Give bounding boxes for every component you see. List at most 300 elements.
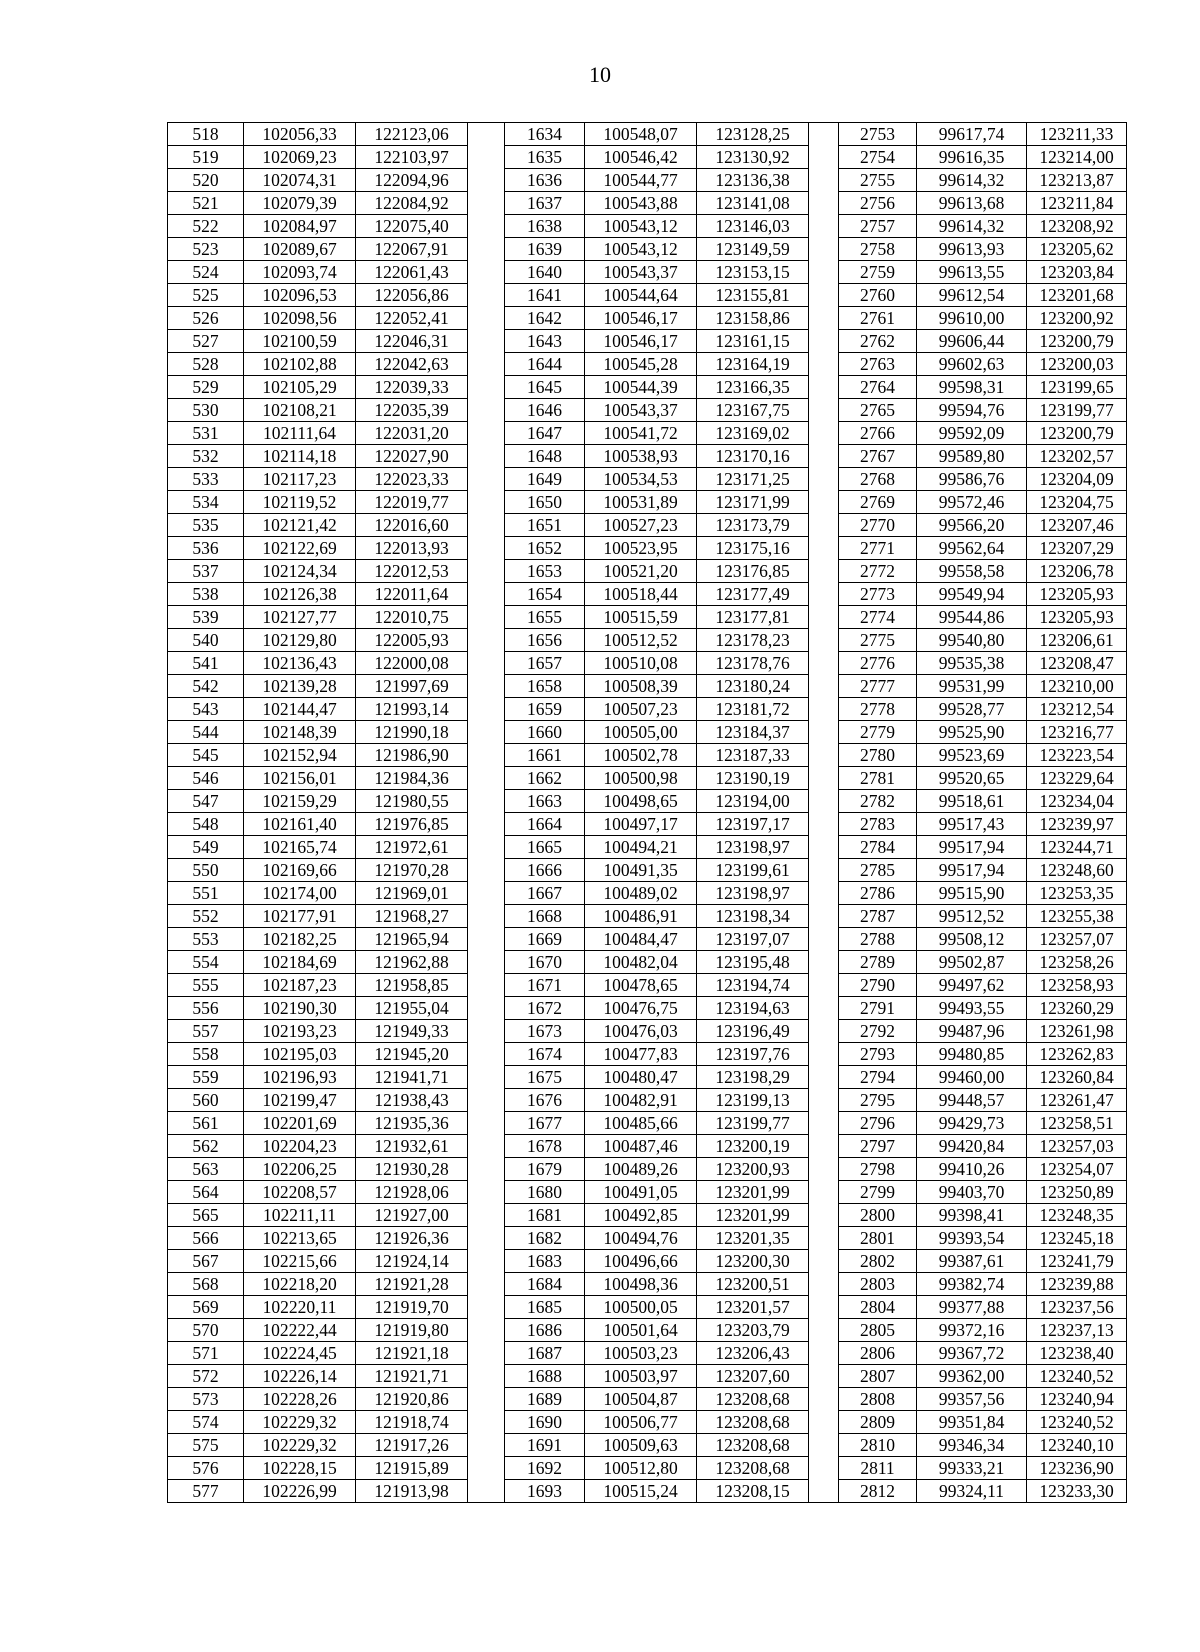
column-group-separator	[809, 1342, 839, 1365]
column-group-separator	[809, 1135, 839, 1158]
cell-point-number: 566	[168, 1227, 244, 1250]
cell-x-coordinate: 102074,31	[244, 169, 356, 192]
column-group-separator	[809, 1250, 839, 1273]
cell-point-number: 552	[168, 905, 244, 928]
cell-y-coordinate: 123258,51	[1027, 1112, 1127, 1135]
cell-x-coordinate: 100476,03	[585, 1020, 697, 1043]
cell-y-coordinate: 123201,99	[697, 1181, 809, 1204]
cell-y-coordinate: 123240,10	[1027, 1434, 1127, 1457]
column-group-separator	[809, 629, 839, 652]
cell-point-number: 577	[168, 1480, 244, 1503]
table-row	[168, 1273, 1127, 1296]
table-row	[168, 790, 1127, 813]
cell-y-coordinate: 123195,48	[697, 951, 809, 974]
table-row	[168, 1296, 1127, 1319]
cell-x-coordinate: 100494,21	[585, 836, 697, 859]
cell-y-coordinate: 123175,16	[697, 537, 809, 560]
table-row	[168, 744, 1127, 767]
cell-y-coordinate: 123200,19	[697, 1135, 809, 1158]
cell-point-number: 572	[168, 1365, 244, 1388]
cell-y-coordinate: 123194,63	[697, 997, 809, 1020]
column-group-separator	[809, 192, 839, 215]
cell-point-number: 2773	[839, 583, 917, 606]
cell-x-coordinate: 100546,17	[585, 330, 697, 353]
cell-y-coordinate: 122056,86	[356, 284, 468, 307]
cell-x-coordinate: 100512,80	[585, 1457, 697, 1480]
cell-y-coordinate: 123167,75	[697, 399, 809, 422]
cell-x-coordinate: 99377,88	[917, 1296, 1027, 1319]
cell-point-number: 2759	[839, 261, 917, 284]
cell-point-number: 1636	[505, 169, 585, 192]
cell-point-number: 1684	[505, 1273, 585, 1296]
column-group-separator	[809, 422, 839, 445]
page-number: 10	[589, 62, 611, 87]
cell-point-number: 1670	[505, 951, 585, 974]
column-group-separator	[809, 468, 839, 491]
cell-y-coordinate: 122013,93	[356, 537, 468, 560]
column-group-separator	[809, 238, 839, 261]
cell-y-coordinate: 123200,30	[697, 1250, 809, 1273]
cell-point-number: 2775	[839, 629, 917, 652]
cell-y-coordinate: 121990,18	[356, 721, 468, 744]
cell-point-number: 2810	[839, 1434, 917, 1457]
cell-x-coordinate: 99558,58	[917, 560, 1027, 583]
cell-point-number: 1665	[505, 836, 585, 859]
cell-x-coordinate: 100491,05	[585, 1181, 697, 1204]
cell-x-coordinate: 100544,64	[585, 284, 697, 307]
cell-y-coordinate: 123258,93	[1027, 974, 1127, 997]
cell-x-coordinate: 99448,57	[917, 1089, 1027, 1112]
column-group-separator	[809, 146, 839, 169]
table-row	[168, 1457, 1127, 1480]
cell-point-number: 564	[168, 1181, 244, 1204]
cell-y-coordinate: 123200,92	[1027, 307, 1127, 330]
cell-point-number: 548	[168, 813, 244, 836]
cell-point-number: 2789	[839, 951, 917, 974]
cell-point-number: 1647	[505, 422, 585, 445]
cell-y-coordinate: 121965,94	[356, 928, 468, 951]
cell-point-number: 1680	[505, 1181, 585, 1204]
cell-y-coordinate: 123223,54	[1027, 744, 1127, 767]
cell-x-coordinate: 100496,66	[585, 1250, 697, 1273]
cell-point-number: 2757	[839, 215, 917, 238]
cell-x-coordinate: 99429,73	[917, 1112, 1027, 1135]
cell-point-number: 546	[168, 767, 244, 790]
column-group-separator	[809, 698, 839, 721]
column-group-separator	[468, 169, 505, 192]
cell-x-coordinate: 102136,43	[244, 652, 356, 675]
cell-y-coordinate: 121993,14	[356, 698, 468, 721]
cell-x-coordinate: 99502,87	[917, 951, 1027, 974]
column-group-separator	[468, 790, 505, 813]
cell-y-coordinate: 123241,79	[1027, 1250, 1127, 1273]
column-group-separator	[809, 1480, 839, 1503]
cell-point-number: 1651	[505, 514, 585, 537]
cell-point-number: 1676	[505, 1089, 585, 1112]
cell-x-coordinate: 102204,23	[244, 1135, 356, 1158]
cell-point-number: 2766	[839, 422, 917, 445]
cell-point-number: 1671	[505, 974, 585, 997]
cell-x-coordinate: 99572,46	[917, 491, 1027, 514]
cell-point-number: 1691	[505, 1434, 585, 1457]
cell-x-coordinate: 100497,17	[585, 813, 697, 836]
cell-y-coordinate: 122123,06	[356, 123, 468, 146]
cell-point-number: 1674	[505, 1043, 585, 1066]
cell-y-coordinate: 123211,33	[1027, 123, 1127, 146]
table-row	[168, 882, 1127, 905]
cell-x-coordinate: 100543,88	[585, 192, 697, 215]
cell-point-number: 573	[168, 1388, 244, 1411]
cell-y-coordinate: 122061,43	[356, 261, 468, 284]
column-group-separator	[468, 1043, 505, 1066]
cell-x-coordinate: 100494,76	[585, 1227, 697, 1250]
cell-point-number: 539	[168, 606, 244, 629]
column-group-separator	[809, 445, 839, 468]
cell-point-number: 2799	[839, 1181, 917, 1204]
cell-point-number: 570	[168, 1319, 244, 1342]
column-group-separator	[809, 261, 839, 284]
cell-x-coordinate: 99544,86	[917, 606, 1027, 629]
cell-x-coordinate: 102102,88	[244, 353, 356, 376]
cell-y-coordinate: 123236,90	[1027, 1457, 1127, 1480]
cell-x-coordinate: 100500,05	[585, 1296, 697, 1319]
cell-x-coordinate: 100491,35	[585, 859, 697, 882]
cell-y-coordinate: 123237,56	[1027, 1296, 1127, 1319]
cell-point-number: 558	[168, 1043, 244, 1066]
cell-point-number: 1655	[505, 606, 585, 629]
cell-x-coordinate: 100538,93	[585, 445, 697, 468]
cell-point-number: 2792	[839, 1020, 917, 1043]
cell-y-coordinate: 123177,81	[697, 606, 809, 629]
column-group-separator	[468, 1342, 505, 1365]
column-group-separator	[468, 629, 505, 652]
cell-y-coordinate: 123240,52	[1027, 1365, 1127, 1388]
cell-point-number: 557	[168, 1020, 244, 1043]
cell-x-coordinate: 99362,00	[917, 1365, 1027, 1388]
cell-point-number: 2772	[839, 560, 917, 583]
cell-x-coordinate: 100545,28	[585, 353, 697, 376]
cell-point-number: 567	[168, 1250, 244, 1273]
column-group-separator	[809, 123, 839, 146]
cell-x-coordinate: 102100,59	[244, 330, 356, 353]
cell-y-coordinate: 123200,79	[1027, 422, 1127, 445]
cell-x-coordinate: 102199,47	[244, 1089, 356, 1112]
table-row	[168, 951, 1127, 974]
column-group-separator	[809, 1204, 839, 1227]
cell-x-coordinate: 100546,17	[585, 307, 697, 330]
column-group-separator	[468, 123, 505, 146]
cell-point-number: 571	[168, 1342, 244, 1365]
cell-point-number: 2760	[839, 284, 917, 307]
cell-x-coordinate: 100543,37	[585, 261, 697, 284]
cell-x-coordinate: 99367,72	[917, 1342, 1027, 1365]
cell-point-number: 2796	[839, 1112, 917, 1135]
cell-y-coordinate: 121958,85	[356, 974, 468, 997]
table-row	[168, 445, 1127, 468]
cell-x-coordinate: 102224,45	[244, 1342, 356, 1365]
cell-y-coordinate: 123254,07	[1027, 1158, 1127, 1181]
cell-x-coordinate: 100546,42	[585, 146, 697, 169]
cell-point-number: 1693	[505, 1480, 585, 1503]
column-group-separator	[809, 836, 839, 859]
cell-point-number: 524	[168, 261, 244, 284]
column-group-separator	[809, 399, 839, 422]
column-group-separator	[809, 330, 839, 353]
cell-y-coordinate: 123206,78	[1027, 560, 1127, 583]
cell-point-number: 1660	[505, 721, 585, 744]
cell-y-coordinate: 123200,79	[1027, 330, 1127, 353]
cell-y-coordinate: 123169,02	[697, 422, 809, 445]
column-group-separator	[468, 1457, 505, 1480]
cell-x-coordinate: 100501,64	[585, 1319, 697, 1342]
cell-point-number: 1679	[505, 1158, 585, 1181]
cell-x-coordinate: 100502,78	[585, 744, 697, 767]
column-group-separator	[468, 1273, 505, 1296]
cell-point-number: 523	[168, 238, 244, 261]
cell-y-coordinate: 122035,39	[356, 399, 468, 422]
cell-point-number: 1672	[505, 997, 585, 1020]
table-row	[168, 560, 1127, 583]
cell-y-coordinate: 121976,85	[356, 813, 468, 836]
cell-point-number: 2791	[839, 997, 917, 1020]
cell-point-number: 2781	[839, 767, 917, 790]
cell-y-coordinate: 123199,61	[697, 859, 809, 882]
cell-x-coordinate: 102119,52	[244, 491, 356, 514]
table-row	[168, 330, 1127, 353]
cell-point-number: 2803	[839, 1273, 917, 1296]
table-row	[168, 905, 1127, 928]
cell-point-number: 555	[168, 974, 244, 997]
cell-point-number: 529	[168, 376, 244, 399]
cell-x-coordinate: 100543,37	[585, 399, 697, 422]
cell-point-number: 1669	[505, 928, 585, 951]
table-row	[168, 491, 1127, 514]
cell-x-coordinate: 102220,11	[244, 1296, 356, 1319]
cell-x-coordinate: 100512,52	[585, 629, 697, 652]
column-group-separator	[468, 1089, 505, 1112]
cell-x-coordinate: 100505,00	[585, 721, 697, 744]
cell-point-number: 2802	[839, 1250, 917, 1273]
cell-y-coordinate: 121962,88	[356, 951, 468, 974]
column-group-separator	[468, 376, 505, 399]
cell-y-coordinate: 122042,63	[356, 353, 468, 376]
cell-x-coordinate: 102165,74	[244, 836, 356, 859]
cell-point-number: 562	[168, 1135, 244, 1158]
cell-y-coordinate: 121972,61	[356, 836, 468, 859]
cell-point-number: 545	[168, 744, 244, 767]
cell-x-coordinate: 99460,00	[917, 1066, 1027, 1089]
cell-y-coordinate: 123198,29	[697, 1066, 809, 1089]
cell-point-number: 1685	[505, 1296, 585, 1319]
cell-x-coordinate: 102156,01	[244, 767, 356, 790]
column-group-separator	[468, 675, 505, 698]
table-row	[168, 997, 1127, 1020]
cell-x-coordinate: 100482,04	[585, 951, 697, 974]
cell-x-coordinate: 99586,76	[917, 468, 1027, 491]
column-group-separator	[809, 882, 839, 905]
cell-point-number: 533	[168, 468, 244, 491]
cell-x-coordinate: 100477,83	[585, 1043, 697, 1066]
column-group-separator	[468, 261, 505, 284]
cell-point-number: 560	[168, 1089, 244, 1112]
cell-point-number: 1692	[505, 1457, 585, 1480]
table-row	[168, 721, 1127, 744]
cell-point-number: 1686	[505, 1319, 585, 1342]
cell-point-number: 2793	[839, 1043, 917, 1066]
table-row	[168, 1227, 1127, 1250]
column-group-separator	[468, 1112, 505, 1135]
cell-y-coordinate: 123201,57	[697, 1296, 809, 1319]
cell-x-coordinate: 102218,20	[244, 1273, 356, 1296]
cell-point-number: 519	[168, 146, 244, 169]
cell-point-number: 1644	[505, 353, 585, 376]
cell-y-coordinate: 123194,74	[697, 974, 809, 997]
cell-x-coordinate: 102114,18	[244, 445, 356, 468]
cell-y-coordinate: 123207,29	[1027, 537, 1127, 560]
column-group-separator	[468, 836, 505, 859]
cell-y-coordinate: 123212,54	[1027, 698, 1127, 721]
cell-y-coordinate: 123204,75	[1027, 491, 1127, 514]
cell-y-coordinate: 123198,34	[697, 905, 809, 928]
cell-point-number: 1637	[505, 192, 585, 215]
column-group-separator	[809, 1457, 839, 1480]
cell-x-coordinate: 102129,80	[244, 629, 356, 652]
cell-x-coordinate: 99508,12	[917, 928, 1027, 951]
cell-point-number: 535	[168, 514, 244, 537]
cell-x-coordinate: 99549,94	[917, 583, 1027, 606]
cell-y-coordinate: 123237,13	[1027, 1319, 1127, 1342]
cell-y-coordinate: 122039,33	[356, 376, 468, 399]
cell-y-coordinate: 123197,17	[697, 813, 809, 836]
table-row	[168, 1319, 1127, 1342]
cell-x-coordinate: 102159,29	[244, 790, 356, 813]
cell-point-number: 2768	[839, 468, 917, 491]
column-group-separator	[809, 514, 839, 537]
cell-y-coordinate: 123213,87	[1027, 169, 1127, 192]
cell-point-number: 2794	[839, 1066, 917, 1089]
cell-y-coordinate: 123203,84	[1027, 261, 1127, 284]
table-row	[168, 698, 1127, 721]
cell-x-coordinate: 99515,90	[917, 882, 1027, 905]
table-row	[168, 1434, 1127, 1457]
cell-y-coordinate: 123199,65	[1027, 376, 1127, 399]
column-group-separator	[809, 813, 839, 836]
column-group-separator	[468, 721, 505, 744]
table-row	[168, 1158, 1127, 1181]
cell-point-number: 521	[168, 192, 244, 215]
cell-point-number: 527	[168, 330, 244, 353]
cell-x-coordinate: 102201,69	[244, 1112, 356, 1135]
cell-point-number: 2798	[839, 1158, 917, 1181]
cell-x-coordinate: 102089,67	[244, 238, 356, 261]
cell-point-number: 1648	[505, 445, 585, 468]
cell-point-number: 538	[168, 583, 244, 606]
cell-point-number: 2753	[839, 123, 917, 146]
column-group-separator	[468, 1066, 505, 1089]
cell-y-coordinate: 123198,97	[697, 882, 809, 905]
cell-y-coordinate: 123208,68	[697, 1457, 809, 1480]
column-group-separator	[809, 905, 839, 928]
cell-y-coordinate: 123166,35	[697, 376, 809, 399]
column-group-separator	[468, 560, 505, 583]
table-row	[168, 123, 1127, 146]
cell-y-coordinate: 121924,14	[356, 1250, 468, 1273]
table-row	[168, 583, 1127, 606]
cell-y-coordinate: 123171,99	[697, 491, 809, 514]
cell-point-number: 2782	[839, 790, 917, 813]
cell-x-coordinate: 100476,75	[585, 997, 697, 1020]
cell-point-number: 1641	[505, 284, 585, 307]
cell-y-coordinate: 122103,97	[356, 146, 468, 169]
column-group-separator	[468, 928, 505, 951]
cell-x-coordinate: 100478,65	[585, 974, 697, 997]
table-row	[168, 1066, 1127, 1089]
column-group-separator	[468, 445, 505, 468]
column-group-separator	[809, 1365, 839, 1388]
cell-x-coordinate: 102084,97	[244, 215, 356, 238]
cell-x-coordinate: 102195,03	[244, 1043, 356, 1066]
cell-point-number: 2788	[839, 928, 917, 951]
table-row	[168, 1112, 1127, 1135]
column-group-separator	[468, 192, 505, 215]
cell-x-coordinate: 99387,61	[917, 1250, 1027, 1273]
cell-point-number: 561	[168, 1112, 244, 1135]
table-row	[168, 261, 1127, 284]
cell-point-number: 1687	[505, 1342, 585, 1365]
cell-x-coordinate: 100498,65	[585, 790, 697, 813]
table-row	[168, 1250, 1127, 1273]
cell-point-number: 518	[168, 123, 244, 146]
cell-point-number: 1667	[505, 882, 585, 905]
cell-x-coordinate: 100510,08	[585, 652, 697, 675]
cell-y-coordinate: 123239,88	[1027, 1273, 1127, 1296]
cell-x-coordinate: 99610,00	[917, 307, 1027, 330]
cell-x-coordinate: 99594,76	[917, 399, 1027, 422]
cell-x-coordinate: 102190,30	[244, 997, 356, 1020]
cell-point-number: 568	[168, 1273, 244, 1296]
cell-point-number: 1658	[505, 675, 585, 698]
cell-y-coordinate: 121930,28	[356, 1158, 468, 1181]
cell-y-coordinate: 121918,74	[356, 1411, 468, 1434]
cell-y-coordinate: 123201,68	[1027, 284, 1127, 307]
cell-x-coordinate: 102122,69	[244, 537, 356, 560]
cell-point-number: 1662	[505, 767, 585, 790]
table-row	[168, 767, 1127, 790]
cell-y-coordinate: 122094,96	[356, 169, 468, 192]
column-group-separator	[809, 1411, 839, 1434]
column-group-separator	[809, 767, 839, 790]
cell-point-number: 2800	[839, 1204, 917, 1227]
cell-y-coordinate: 123211,84	[1027, 192, 1127, 215]
column-group-separator	[468, 1296, 505, 1319]
cell-x-coordinate: 102139,28	[244, 675, 356, 698]
cell-x-coordinate: 100492,85	[585, 1204, 697, 1227]
cell-y-coordinate: 122019,77	[356, 491, 468, 514]
column-group-separator	[809, 606, 839, 629]
cell-point-number: 559	[168, 1066, 244, 1089]
column-group-separator	[809, 997, 839, 1020]
cell-y-coordinate: 121928,06	[356, 1181, 468, 1204]
cell-x-coordinate: 100506,77	[585, 1411, 697, 1434]
cell-y-coordinate: 123238,40	[1027, 1342, 1127, 1365]
cell-x-coordinate: 99614,32	[917, 169, 1027, 192]
column-group-separator	[468, 583, 505, 606]
cell-x-coordinate: 102105,29	[244, 376, 356, 399]
cell-y-coordinate: 123262,83	[1027, 1043, 1127, 1066]
cell-y-coordinate: 123204,09	[1027, 468, 1127, 491]
cell-point-number: 563	[168, 1158, 244, 1181]
column-group-separator	[809, 1043, 839, 1066]
